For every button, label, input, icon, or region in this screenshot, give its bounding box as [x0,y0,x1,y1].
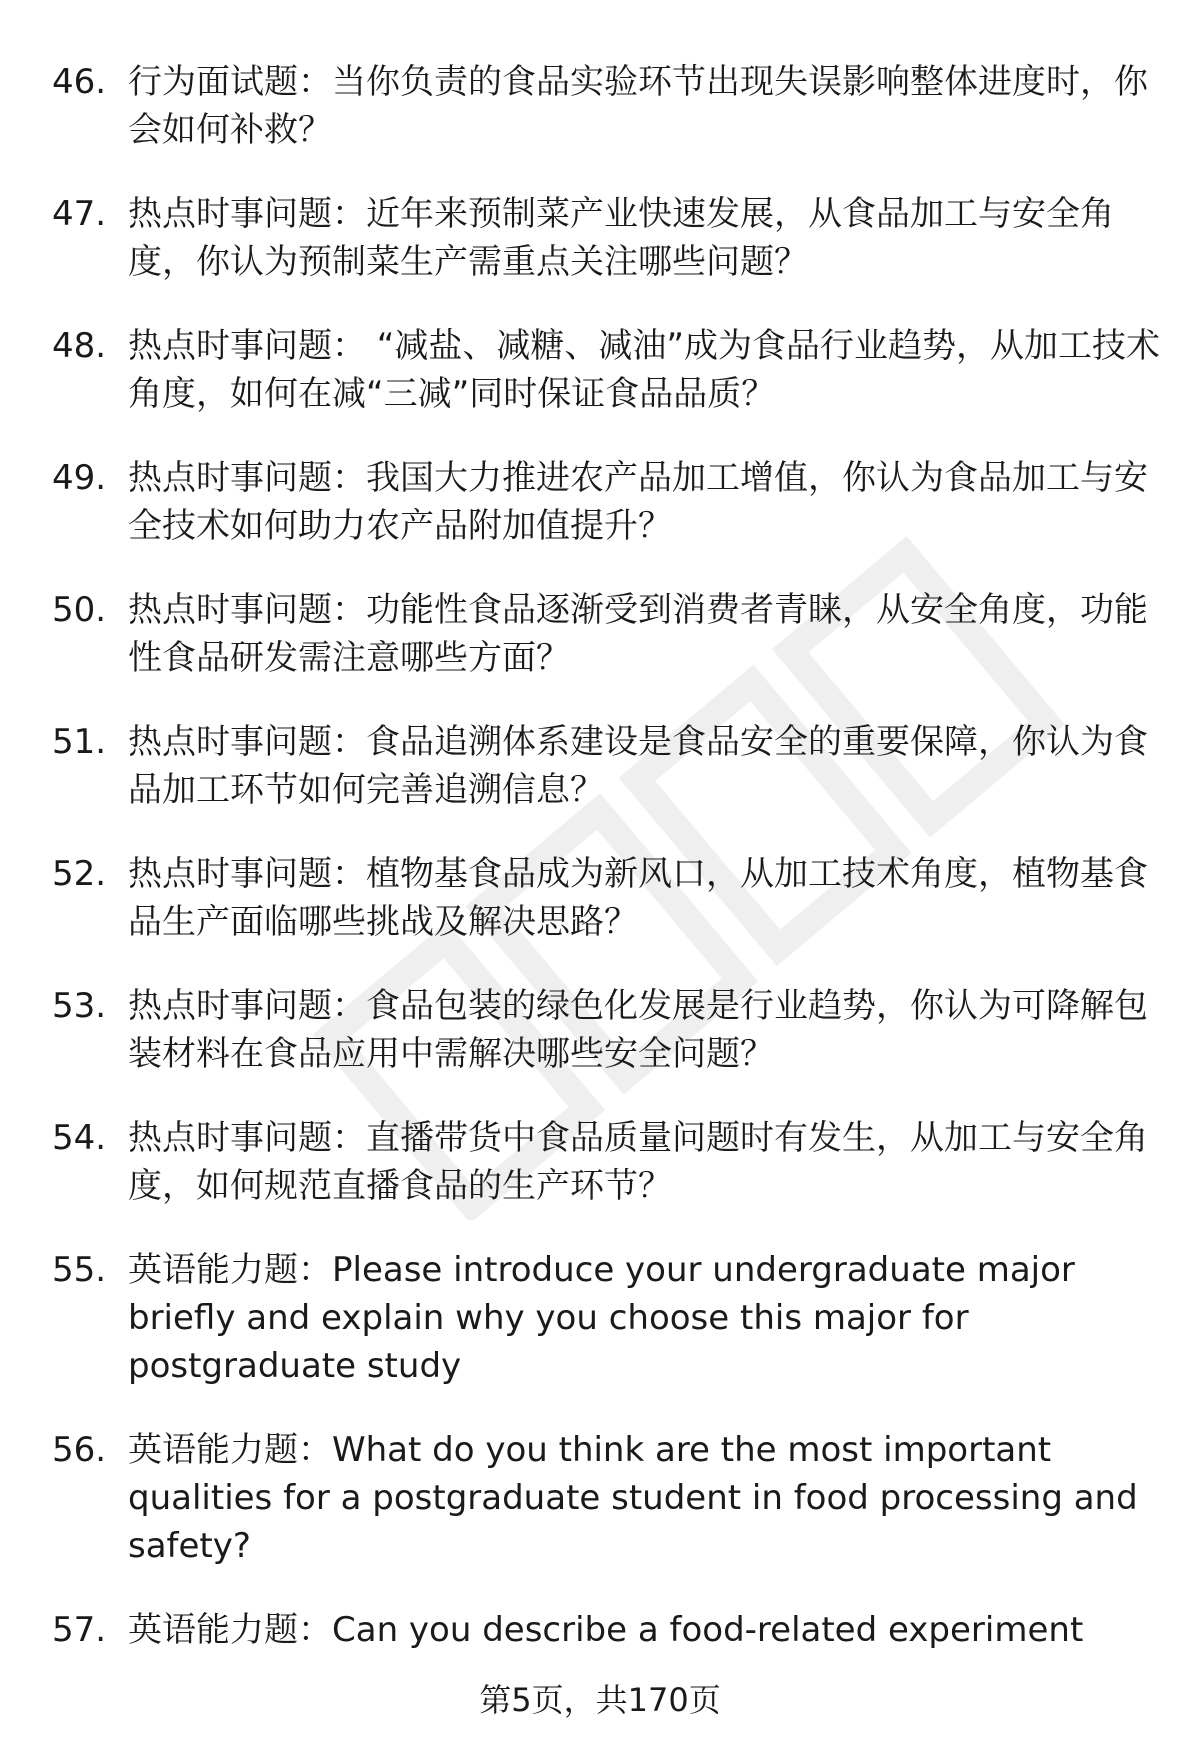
list-item [52,982,1162,1078]
list-item [52,1114,1162,1210]
question-number: 53. [52,986,107,1026]
question-text: 热点时事问题： “减盐、减糖、减油”成为食品行业趋势，从加工技术角度，如何在减“三减”同时保证食品品质？ [128,326,1161,414]
question-number: 51. [52,722,107,762]
question-text: 热点时事问题：直播带货中食品质量问题时有发生，从加工与安全角度，如何规范直播食品的生产环节？ [128,1118,1148,1206]
question-text: 英语能力题：What do you think are the most important qualities for a postgraduate student in food processing and safety? [128,1430,1138,1566]
question-number: 57. [52,1610,107,1650]
list-item [52,1426,1162,1570]
question-number: 50. [52,590,107,630]
question-text: 英语能力题：Please introduce your undergraduate major briefly and explain why you choose this major for postgraduate study [128,1250,1075,1386]
question-text: 行为面试题：当你负责的食品实验环节出现失误影响整体进度时，你会如何补救？ [128,62,1148,150]
question-number: 48. [52,326,107,366]
question-text: 英语能力题：Can you describe a food-related experiment [128,1610,1084,1650]
question-text: 热点时事问题：食品追溯体系建设是食品安全的重要保障，你认为食品加工环节如何完善追溯信息？ [128,722,1148,810]
question-number: 56. [52,1430,107,1470]
list-item [52,850,1162,946]
question-list [52,58,1162,1690]
question-number: 49. [52,458,107,498]
question-text: 热点时事问题：植物基食品成为新风口，从加工技术角度，植物基食品生产面临哪些挑战及解决思路？ [128,854,1148,942]
question-text: 热点时事问题：食品包装的绿色化发展是行业趋势，你认为可降解包装材料在食品应用中需解决哪些安全问题？ [128,986,1148,1074]
question-number: 55. [52,1250,107,1290]
question-text: 热点时事问题：我国大力推进农产品加工增值，你认为食品加工与安全技术如何助力农产品附加值提升？ [128,458,1148,546]
list-item [52,718,1162,814]
question-number: 47. [52,194,107,234]
list-item [52,1606,1162,1654]
list-item [52,454,1162,550]
list-item [52,322,1162,418]
list-item [52,586,1162,682]
question-number: 46. [52,62,107,102]
list-item [52,1246,1162,1390]
question-number: 52. [52,854,107,894]
page-footer: 第5页，共170页 [479,1681,721,1719]
question-text: 热点时事问题：近年来预制菜产业快速发展，从食品加工与安全角度，你认为预制菜生产需重点关注哪些问题？ [128,194,1114,282]
question-number: 54. [52,1118,107,1158]
list-item [52,58,1162,154]
question-text: 热点时事问题：功能性食品逐渐受到消费者青睐，从安全角度，功能性食品研发需注意哪些方面？ [128,590,1148,678]
list-item [52,190,1162,286]
